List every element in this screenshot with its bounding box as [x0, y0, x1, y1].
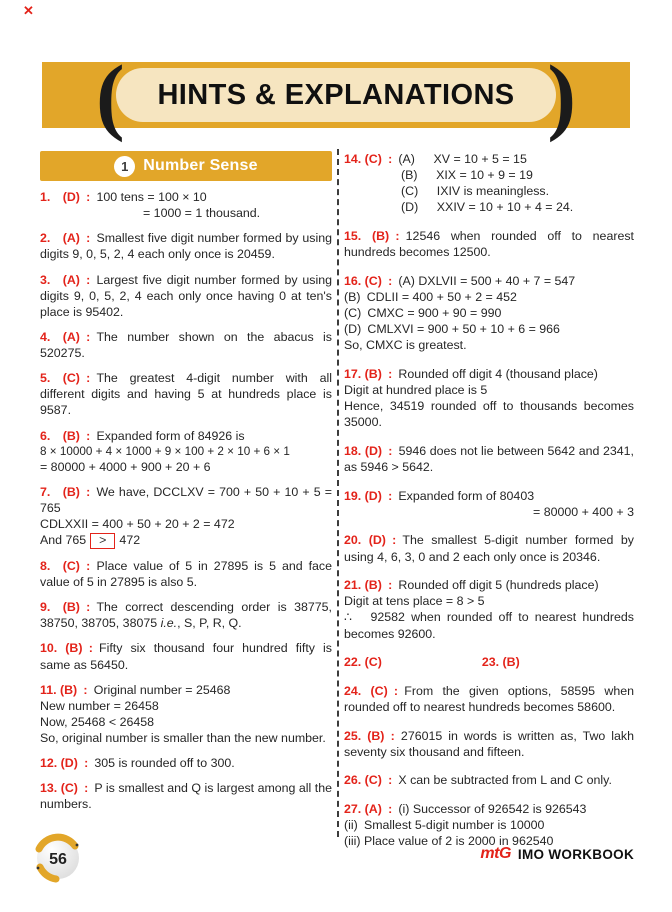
solution-text: From the given options, 58595 when rounded off to nearest hundreds becomes 58600. [344, 683, 634, 714]
mtg-logo: mtG [480, 845, 511, 862]
solution-item [344, 228, 634, 260]
answer-label: 12. (D) : [40, 756, 95, 771]
solution-item [40, 755, 332, 771]
solution-text: Rounded off digit 4 (thousand place) [398, 366, 598, 381]
solution-item [344, 683, 634, 715]
solution-text: = 1000 = 1 thousand. [143, 206, 261, 221]
answer-label: 6. (B) : [40, 428, 97, 443]
solution-text: P is smallest and Q is largest among all the numbers. [40, 781, 333, 812]
answer-label: 10. (B) : [40, 641, 100, 656]
solution-text: X can be subtracted from L and C only. [398, 773, 612, 788]
solution-item [40, 484, 332, 549]
solution-text: (C) IXIV is meaningless. [401, 184, 550, 199]
solution-text: (C) CMXC = 900 + 90 = 990 [344, 306, 502, 320]
solution-item [344, 151, 634, 216]
answer-label: 2. (A) : [40, 231, 97, 246]
solution-pair [344, 654, 634, 670]
answer-label: 17. (B) : [344, 366, 399, 381]
solution-text: New number = 26458 [40, 698, 159, 713]
answer-label: 15. (B) : [344, 229, 406, 243]
solution-text: 8 × 10000 + 4 × 1000 + 9 × 100 + 2 × 10 + 6 × 1 [40, 444, 290, 458]
solution-text: Digit at hundred place is 5 [344, 383, 488, 397]
solution-text: Rounded off digit 5 (hundreds place) [398, 578, 599, 593]
solution-item [40, 780, 332, 812]
solution-item [40, 558, 332, 590]
solution-text: So, original number is smaller than the new number. [40, 731, 326, 746]
solution-item [40, 272, 332, 320]
section-header [40, 151, 332, 181]
solution-item [344, 443, 634, 475]
solution-text: The smallest 5-digit number formed by using 4, 6, 3, 0 and 2 each only once is 20346. [344, 533, 634, 564]
solution-item [40, 640, 332, 672]
answer-label: 27. (A) : [344, 801, 399, 816]
answer-label: 23. (B) [481, 655, 520, 670]
answer-label: 16. (C) : [344, 273, 399, 288]
solution-text: 100 tens = 100 × 10 [96, 190, 207, 204]
solution-text: 5946 does not lie between 5642 and 2341, as 5946 > 5642. [344, 443, 634, 474]
solution-text: Place value of 5 in 27895 is 5 and face value of 5 in 27895 is also 5. [40, 558, 332, 590]
book-title: IMO WORKBOOK [517, 846, 634, 862]
answer-label: 25. (B) : [344, 728, 401, 743]
answer-label: 13. (C) : [40, 781, 95, 796]
solution-text: Digit at tens place = 8 > 5 [344, 594, 485, 609]
solution-text: = 80000 + 4000 + 900 + 20 + 6 [40, 459, 211, 474]
answer-label: 26. (C) : [344, 773, 399, 788]
solution-text: Expanded form of 84926 is [96, 428, 245, 443]
solution-text: 305 is rounded off to 300. [94, 756, 235, 771]
solution-item [40, 329, 332, 361]
answer-label: 4. (A) : [40, 329, 97, 344]
answer-label: 20. (D) : [344, 533, 403, 548]
answer-label: 11. (B) : [40, 682, 94, 697]
solution-text: i.e. [160, 616, 178, 631]
answer-label: 1. (D) : [40, 190, 97, 204]
page-title: HINTS & EXPLANATIONS [157, 78, 515, 111]
page-badge-icon [32, 832, 84, 884]
column-divider [337, 149, 339, 837]
solution-text: (A) DXLVII = 500 + 40 + 7 = 547 [398, 273, 576, 288]
solution-text: Original number = 25468 [93, 682, 231, 697]
solution-text: So, CMXC is greatest. [344, 338, 467, 353]
answer-label: 8. (C) : [40, 558, 97, 573]
solution-text: Expanded form of 80403 [398, 488, 535, 503]
solution-item [40, 599, 332, 631]
solution-item [344, 532, 634, 564]
answer-label: 19. (D) : [344, 488, 399, 503]
solution-item [40, 682, 332, 747]
solution-text: Hence, 34519 rounded off to thousands becomes 35000. [344, 399, 634, 430]
solution-text: The greatest 4-digit number with all different digits and having 5 at hundreds place is 9587. [40, 371, 332, 418]
solution-item [40, 189, 332, 221]
answer-label: 21. (B) : [344, 578, 399, 593]
svg-text:56: 56 [49, 851, 67, 868]
solution-text: 276015 in words is written as, Two lakh seventy six thousand and fifteen. [344, 728, 634, 759]
solution-item [344, 366, 634, 431]
solution-text: (D) CMLXVI = 900 + 50 + 10 + 6 = 966 [344, 322, 560, 337]
solution-text: 472 [119, 533, 141, 548]
solution-text: ∴ 92582 when rounded off to nearest hundreds becomes 92600. [344, 610, 634, 641]
solutions-column-right [344, 151, 634, 862]
solution-item [40, 428, 332, 475]
answer-label: 5. (C) : [40, 371, 97, 386]
corner-mark: ✕ [23, 3, 34, 18]
solution-text: = 80000 + 400 + 3 [533, 504, 634, 519]
answer-label: 9. (B) : [40, 600, 97, 615]
solution-text: (D) XXIV = 10 + 10 + 4 = 24. [401, 200, 574, 215]
solution-text: (iii) Place value of 2 is 2000 in 962540 [344, 834, 554, 849]
answer-label: 24. (C) : [344, 683, 405, 698]
answer-label: 22. (C) [344, 655, 382, 670]
solution-text: Smallest five digit number formed by using digits 9, 0, 5, 2, 4 each only once is 20459. [40, 231, 332, 262]
solution-text: Fifty six thousand four hundred fifty is same as 56450. [40, 641, 332, 672]
solution-item [344, 728, 634, 760]
section-title: Number Sense [143, 157, 258, 174]
solution-text: The correct descending order is 38775, 38750, 38705, 38075 [40, 600, 332, 631]
solution-text: , S, P, R, Q. [177, 616, 242, 631]
solution-item [344, 577, 634, 642]
solution-item [40, 230, 332, 262]
solution-text: (B) CDLII = 400 + 50 + 2 = 452 [344, 289, 517, 304]
solution-text: CDLXXII = 400 + 50 + 20 + 2 = 472 [40, 517, 235, 532]
footer-publisher [480, 845, 634, 863]
solution-item [40, 370, 332, 418]
solution-text: 12546 when rounded off to nearest hundreds becomes 12500. [344, 229, 634, 260]
solution-item [344, 488, 634, 520]
header-banner [42, 47, 630, 143]
solution-text: > [90, 533, 115, 549]
solution-text: (ii) Smallest 5-digit number is 10000 [344, 818, 545, 832]
solution-item [344, 801, 634, 849]
solution-text: Now, 25468 < 26458 [40, 714, 155, 729]
solution-text: (i) Successor of 926542 is 926543 [398, 801, 587, 816]
solution-text: Largest five digit number formed by using digits 9, 0, 5, 2, 4 each only once having 0 at ten's place is 95402. [40, 272, 332, 319]
section-number-badge: 1 [114, 156, 135, 177]
solution-text: (A) XV = 10 + 5 = 15 [398, 152, 527, 166]
solutions-column-left [40, 189, 332, 822]
solution-text: (B) XIX = 10 + 9 = 19 [401, 168, 533, 183]
header-pill: ( HINTS & EXPLANATIONS ) [96, 47, 576, 143]
answer-label: 14. (C) : [344, 152, 399, 166]
solution-text: We have, DCCLXV = 700 + 50 + 10 + 5 = 765 [40, 484, 332, 516]
answer-label: 18. (D) : [344, 443, 399, 458]
solution-text: And 765 [40, 533, 87, 548]
solution-item [344, 273, 634, 354]
solution-item [344, 772, 634, 788]
answer-label: 7. (B) : [40, 484, 97, 499]
answer-label: 3. (A) : [40, 272, 97, 287]
solution-text: The number shown on the abacus is 520275. [40, 329, 332, 360]
page-number-badge [32, 832, 84, 884]
